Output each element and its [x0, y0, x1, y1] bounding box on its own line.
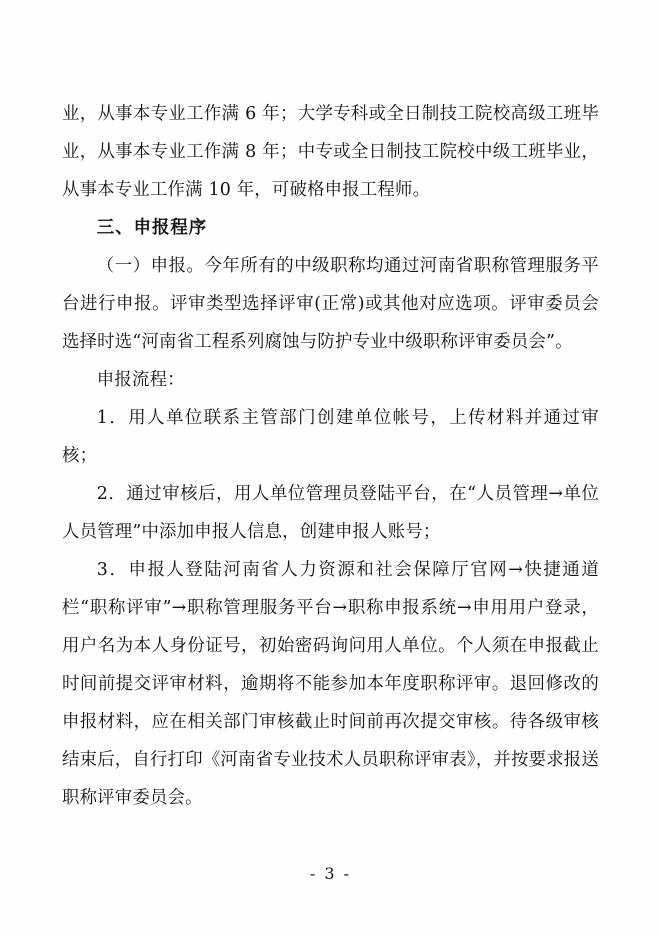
paragraph-step-1: 1．用人单位联系主管部门创建单位帐号，上传材料并通过审核； [62, 408, 599, 466]
page-number-footer: - 3 - [309, 864, 352, 883]
paragraph-step-2: 2．通过审核后，用人单位管理员登陆平台，在“人员管理→单位人员管理”中添加申报人信息，创建申报人账号； [62, 484, 599, 542]
paragraph-subsection-one: （一）申报。今年所有的中级职称均通过河南省职称管理服务平台进行申报。评审类型选择评审(正常)或其他对应选项。评审委员会选择时选“河南省工程系列腐蚀与防护专业中级职称评审委员会”。 [62, 256, 599, 352]
paragraph-step-3: 3．申报人登陆河南省人力资源和社会保障厅官网→快捷通道栏“职称评审”→职称管理服务平台→职称申报系统→申用用户登录，用户名为本人身份证号，初始密码询问用人单位。个人须在申报截止时间前提交评审材料，逾期将不能参加本年度职称评审。退回修改的申报材料，应在相关部门审核截止时间前再次提交审核。待各级审核结束后，自行打印《河南省专业技术人员职称评审表》，并按要求报送职称评审委员会。 [62, 560, 599, 808]
paragraph-continued-criteria: 业，从事本专业工作满 6 年；大学专科或全日制技工院校高级工班毕业，从事本专业工作满 8 年；中专或全日制技工院校中级工班毕业，从事本专业工作满 10 年，可破格申报工程师。 [62, 104, 599, 200]
heading-application-procedure: 三、申报程序 [96, 218, 208, 238]
paragraph-process-label: 申报流程： [96, 370, 185, 390]
document-body [62, 95, 599, 817]
